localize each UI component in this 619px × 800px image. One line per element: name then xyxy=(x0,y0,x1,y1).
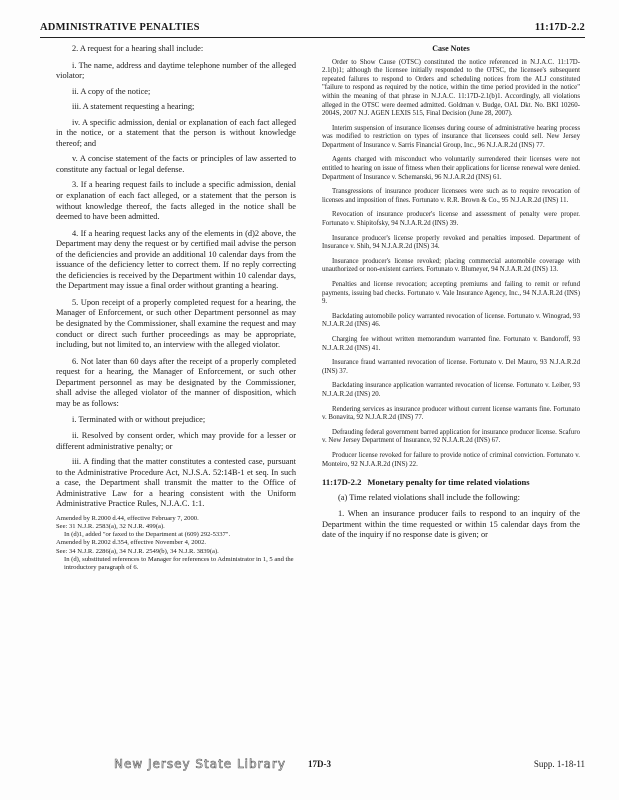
section-number: 11:17D-2.2 xyxy=(322,477,362,488)
history-line: In (d)1, added "or faxed to the Department at (609) 292-5337". xyxy=(64,531,231,539)
case-note: Interim suspension of insurance licenses during course of administrative hearing process was modified to restriction on types of insurance that licensees could sell. New Jersey Department of Insurance v. Sarris Financial Group, Inc., 96 N.J.A.R.2d (INS) 77. xyxy=(322,124,580,149)
case-note: Transgressions of insurance producer licensees were such as to require revocation of licenses and imposition of fines. Fortunato v. R.R. Brown & Co., 95 N.J.A.R.2d (INS) 11. xyxy=(322,188,580,204)
case-note: Rendering services as insurance producer without current license warrants fine. Fortunato v. Bonavita, 92 N.J.A.R.2d (INS) 77. xyxy=(322,405,580,422)
section-title: Monetary penalty for time related violations xyxy=(367,477,530,488)
header-chapter-title: ADMINISTRATIVE PENALTIES xyxy=(40,22,200,33)
left-column xyxy=(56,44,296,572)
case-note: Insurance fraud warranted revocation of license. Fortunato v. Del Mauro, 93 N.J.A.R.2d (INS) 37. xyxy=(322,359,580,375)
paragraph-d4: 4. If a hearing request lacks any of the elements in (d)2 above, the Department may deny the request or by certified mail advise the person of the deficiencies and provide an additional 10 calendar days from the issuance of the deficiency letter to correct them. If no reply correcting the deficiencies is received by the Department within 10 calendar days, the Department may issue a final order without granting a hearing. xyxy=(56,228,296,291)
case-note: Agents charged with misconduct who voluntarily surrendered their licenses were not entitled to hearing on issue of fitness when their applications for license renewal were denied. Department of Insurance v. Schemanski, 96 N.J.A.R.2d (INS) 61. xyxy=(322,156,580,181)
paragraph-a1: 1. When an insurance producer fails to respond to an inquiry of the Department within the time requested or within 15 calendar days from the date of the inquiry if no response date is given; or xyxy=(322,509,580,540)
history-line: Amended by R.2002 d.354, effective November 4, 2002. xyxy=(56,539,207,547)
history-line: Amended by R.2000 d.44, effective February 7, 2000. xyxy=(56,514,199,522)
paragraph-d2-ii: ii. A copy of the notice; xyxy=(72,86,151,96)
paragraph-d6-iii: iii. A finding that the matter constitutes a contested case, pursuant to the Administrative Procedure Act, N.J.S.A. 52:14B-1 et seq. In such a case, the Department shall transmit the matter to the Office of Administrative Law for a hearing consistent with the Uniform Administrative Practice Rules, N.J.A.C. 1:1. xyxy=(56,457,296,509)
library-watermark: New Jersey State Library xyxy=(114,757,286,771)
case-note: Order to Show Cause (OTSC) constituted the notice referenced in N.J.A.C. 11:17D-2.1(b)1; although the licensee initially responded to the OTSC, the licensee's subsequent repeated failures to respond to Orders and scheduling notices from the ALJ constituted "failure to respond as required by the notice, within the time period provided in the notice" within the meaning of that phrase in N.J.A.C. 11:17D-2.1(b)1. Accordingly, all violations alleged in the OTSC were deemed admitted. Goldman v. Budge, OAL Dkt. No. BKI 10260-2004S, 2007 N.J. AGEN LEXIS 515, Final Decision (June 28, 2007). xyxy=(322,58,580,118)
history-line: See: 34 N.J.R. 2286(a), 34 N.J.R. 2549(b), 34 N.J.R. 3839(a). xyxy=(56,547,219,555)
page-number: 17D-3 xyxy=(308,759,331,769)
supplement-date: Supp. 1-18-11 xyxy=(533,759,585,769)
paragraph-d2-i: i. The name, address and daytime telephone number of the alleged violator; xyxy=(56,60,296,81)
paragraph-d6: 6. Not later than 60 days after the receipt of a properly completed request for a hearing, the Manager of Enforcement, or such other Department personnel as may be designated by the Commissioner, shall advise the alleged violator of the manner of disposition, which may be as follows: xyxy=(56,356,296,408)
case-note: Producer license revoked for failure to provide notice of criminal conviction. Fortunato v. Monteiro, 92 N.J.A.R.2d (INS) 22. xyxy=(322,451,580,468)
history-line: In (d), substituted references to Manager for references to Administrator in 1, 5 and the introductory paragraph of 6. xyxy=(64,555,294,571)
paragraph-d2-v: v. A concise statement of the facts or principles of law asserted to constitute any factual or legal defense. xyxy=(56,154,296,174)
case-note: Insurance producer's license revoked; placing commercial automobile coverage with unauthorized or non-existent carriers. Fortunato v. Blumeyer, 94 N.J.A.R.2d (INS) 13. xyxy=(322,257,580,274)
running-header xyxy=(40,22,585,38)
paragraph-d2-iii: iii. A statement requesting a hearing; xyxy=(72,102,195,112)
paragraph-a: (a) Time related violations shall include the following: xyxy=(338,492,520,502)
paragraph-d2: 2. A request for a hearing shall include: xyxy=(72,44,204,53)
paragraph-d3: 3. If a hearing request fails to include a specific admission, denial or explanation of each fact alleged, or a statement that the person is without knowledge thereof, the facts alleged in the notice shall be deemed to have been admitted. xyxy=(56,180,296,222)
history-line: See: 31 N.J.R. 2583(a), 32 N.J.R. 499(a). xyxy=(56,522,165,530)
case-note: Revocation of insurance producer's license and assessment of penalty were proper. Fortunato v. Shipitofsky, 94 N.J.A.R.2d (INS) 39. xyxy=(322,211,580,228)
right-column xyxy=(322,44,580,547)
case-note: Penalties and license revocation; accepting premiums and failing to remit or refund payments, issuing bad checks. Fortunato v. Vale Insurance Agency, Inc., 94 N.J.A.R.2d (INS) 9. xyxy=(322,281,580,306)
paragraph-d5: 5. Upon receipt of a properly completed request for a hearing, the Manager of Enforcement, or such other Department personnel as may be designated by the Commissioner, shall examine the request and may conduct or direct such further proceedings as may be appropriate, including, but not limited to, an interview with the alleged violator. xyxy=(56,297,296,350)
history-notes xyxy=(56,515,296,572)
case-note: Backdating insurance application warranted revocation of license. Fortunato v. Leiber, 93 N.J.A.R.2d (INS) 20. xyxy=(322,382,580,398)
case-note: Charging fee without written memorandum warranted fine. Fortunato v. Bandoroff, 93 N.J.A.R.2d (INS) 41. xyxy=(322,335,580,352)
paragraph-d2-iv: iv. A specific admission, denial or explanation of each fact alleged in the notice, or a statement that the person is without knowledge thereof; and xyxy=(56,117,296,148)
section-heading xyxy=(322,477,580,488)
case-note: Backdating automobile policy warranted revocation of license. Fortunato v. Winograd, 93 N.J.A.R.2d (INS) 46. xyxy=(322,312,580,329)
header-rule xyxy=(40,37,585,38)
case-note: Defrauding federal government barred application for insurance producer license. Scafuro v. New Jersey Department of Insurance, 92 N.J.A.R.2d (INS) 67. xyxy=(322,428,580,445)
paragraph-d6-i: i. Terminated with or without prejudice; xyxy=(72,415,206,425)
page-footer xyxy=(40,757,585,777)
case-note: Insurance producer's license properly revoked and penalties imposed. Department of Insurance v. Shih, 94 N.J.A.R.2d (INS) 34. xyxy=(322,234,580,251)
case-notes-heading: Case Notes xyxy=(432,44,470,53)
paragraph-d6-ii: ii. Resolved by consent order, which may provide for a lesser or different administrative penalty; or xyxy=(56,430,296,451)
header-section-number: 11:17D-2.2 xyxy=(534,22,585,33)
